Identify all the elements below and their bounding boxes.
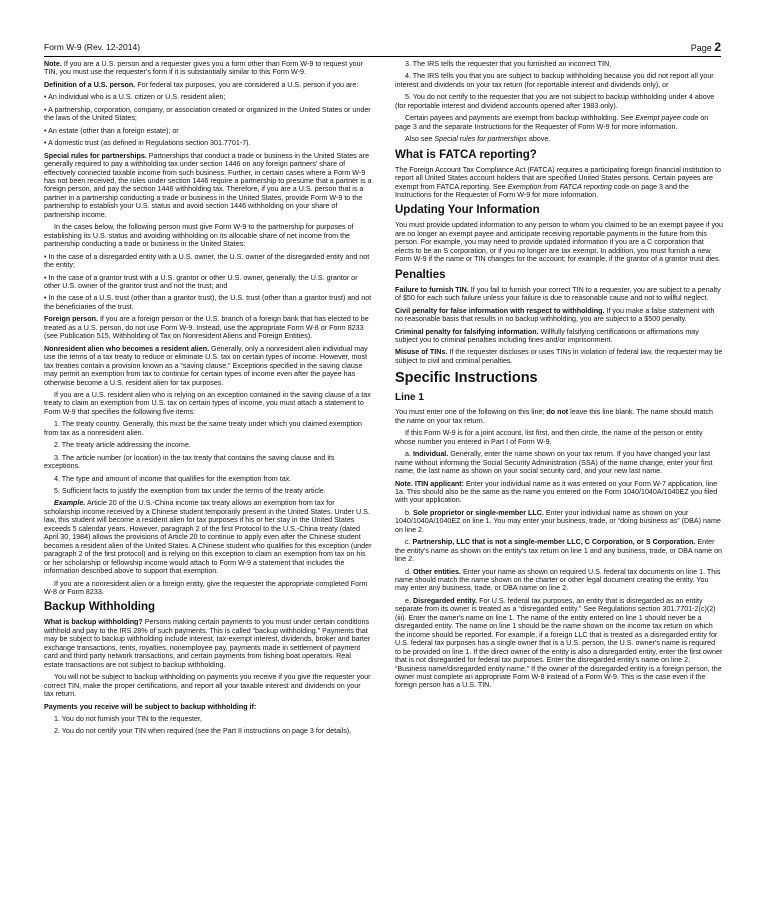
resident-alien-paragraph: If you are a U.S. resident alien who is relying on an exception contained in the saving clause of a tax treaty to claim an exemption from U.S. tax on certain types of income, you must attach a statement to Form W-9 that specifies the following five items:	[44, 390, 371, 416]
example-paragraph	[44, 499, 372, 575]
fatca-text-a: The Foreign Account Tax Compliance Act (FATCA) requires a participating foreign financial institution to report all United States account holders that are specified United States persons. Certain payees are exempt from FATCA reporting. See	[395, 165, 721, 191]
d-body: Enter your name as shown on required U.S. federal tax documents on line 1. This name should match the name shown on the charter or other legal document creating the entity. You may enter any business, trade, or DBA name on line 2.	[395, 567, 721, 593]
backup-withholding-paragraph	[44, 618, 372, 669]
us-person-bullet-4: • A domestic trust (as defined in Regulations section 301.7701-7).	[44, 139, 372, 147]
fatca-italic: Exemption from FATCA reporting code	[507, 182, 630, 191]
page-num: 2	[714, 40, 721, 54]
right-column	[395, 60, 723, 694]
nonresident-alien-paragraph	[44, 345, 372, 387]
bw-lead: What is backup withholding?	[44, 618, 143, 627]
itin-body: Enter your individual name as it was entered on your Form W-7 application, line 1a. This should also be the same as the name you entered on the Form 1040/1040A/1040EZ you filed with your application.	[395, 479, 718, 505]
left-column	[44, 60, 372, 740]
failure-tin-paragraph	[395, 286, 723, 303]
also-text-a: Also see	[405, 135, 435, 144]
payment-item-2: 2. You do not certify your TIN when required (see the Part II instructions on page 3 for details),	[54, 727, 352, 736]
ex-body: Article 20 of the U.S.-China income tax treaty allows an exemption from tax for scholarship income received by a Chinese student temporarily present in the United States. Under U.S. law, this student will become a resident alien for tax purposes if his or her stay in the United States exceeds 5 calendar years. However, paragraph 2 of the first Protocol to the U.S.-China treaty (dated April 30, 1984) allows the provisions of Article 20 to continue to apply even after the Chinese student becomes a resident alien of the United States. A Chinese student who qualifies for this exception (under paragraph 2 of the first protocol) and is relying on this exception to claim an exemption from tax on his or her scholarship or fellowship income would attach to Form W-9 a statement that includes the information described above to support that exemption.	[44, 499, 372, 576]
us-person-bullet-1: • An individual who is a U.S. citizen or U.S. resident alien;	[44, 93, 372, 101]
also-italic: Special rules for partnerships	[434, 135, 527, 144]
individual-paragraph	[395, 450, 723, 475]
line-1-heading: Line 1	[395, 392, 424, 404]
b-pre: b.	[405, 508, 413, 517]
l1-text-a: You must enter one of the following on this line;	[395, 408, 547, 417]
fp-lead: Foreign person.	[44, 315, 98, 324]
payment-item-4: 4. The IRS tells you that you are subject to backup withholding because you did not report all your interest and dividends on your tax return (for reportable interest and dividends only), or	[395, 72, 714, 89]
disregarded-entity-paragraph	[395, 597, 723, 690]
updating-heading: Updating Your Information	[395, 204, 540, 217]
joint-account-paragraph: If this Form W-9 is for a joint account, list first, and then circle, the name of the person or entity whose number you entered in Part I of Form W-9.	[395, 429, 703, 446]
certain-text-b: on page 3 and the separate Instructions for the Requester of Form W-9 for more information.	[395, 114, 709, 131]
case-bullet-3: • In the case of a U.S. trust (other than a grantor trust), the U.S. trust (other than a grantor trust) and not the beneficiaries of the trust.	[44, 294, 372, 311]
item-3: 3. The article number (or location) in the tax treaty that contains the saving clause and its exceptions.	[44, 453, 335, 471]
def-lead: Definition of a U.S. person.	[44, 80, 136, 89]
e-body: For U.S. federal tax purposes, an entity that is disregarded as an entity separate from its owner is treated as a “disregarded entity.” See Regulations section 301.7701-2(c)(2)(iii). Enter the owner's name on line 1. The name of the entity entered on line 1 should never be a disregarded entity. The name on line 1 should be the name shown on the income tax return on which the income should be reported. For example, if a foreign LLC that is treated as a disregarded entity for U.S. federal tax purposes has a single owner that is a U.S. person, the U.S. owner's name is required to be provided on line 1. If the direct owner of the entity is also a disregarded entity, enter the first owner that is not disregarded for federal tax purposes. Enter the disregarded entity's name on line 2, “Business name/disregarded entity name.” If the owner of the disregarded entity is a foreign person, the owner must complete an appropriate Form W-8 instead of a Form W-9. This is the case even if the foreign person has a U.S. TIN.	[395, 596, 723, 690]
other-entities-paragraph	[395, 568, 723, 593]
payments-lead: Payments you receive will be subject to backup withholding if:	[44, 702, 257, 711]
page-header	[44, 40, 721, 57]
form-label: Form W-9 (Rev. 12-2014)	[44, 42, 141, 52]
special-rules-paragraph	[44, 152, 372, 220]
misuse-tins-paragraph	[395, 348, 723, 365]
item-5: 5. Sufficient facts to justify the exemption from tax under the terms of the treaty article.	[54, 487, 326, 496]
certain-text-a: Certain payees and payments are exempt from backup withholding. See	[405, 114, 636, 123]
note-paragraph	[44, 60, 372, 77]
crim-body: Willfully falsifying certifications or affirmations may subject you to criminal penalties including fines and/or imprisonment.	[395, 327, 699, 344]
also-see-paragraph	[395, 135, 723, 143]
page-word: Page	[690, 43, 712, 53]
case-bullet-1: • In the case of a disregarded entity with a U.S. owner, the U.S. owner of the disregarded entity and not the entity;	[44, 253, 372, 270]
cases-paragraph: In the cases below, the following person must give Form W-9 to the partnership for purposes of establishing its U.S. status and avoiding withholding on its allocable share of net income from the partnership conducting a trade or business in the United States:	[44, 223, 354, 249]
criminal-penalty-paragraph	[395, 328, 723, 345]
note-body: If you are a U.S. person and a requester gives you a form other than Form W-9 to request your TIN, you must use the requester's form if it is substantially similar to this Form W-9.	[44, 60, 363, 77]
e-lead: Disregarded entity.	[412, 596, 478, 605]
backup-withholding-heading: Backup Withholding	[44, 601, 156, 614]
civil-penalty-paragraph	[395, 307, 723, 324]
e-pre: e.	[405, 596, 413, 605]
crim-lead: Criminal penalty for falsifying information.	[395, 327, 539, 336]
us-person-bullet-3: • An estate (other than a foreign estate); or	[44, 127, 372, 135]
foreign-person-paragraph	[44, 315, 372, 340]
payment-item-3: 3. The IRS tells the requester that you furnished an incorrect TIN,	[405, 60, 612, 68]
na-body: Generally, only a nonresident alien individual may use the terms of a tax treaty to reduce or eliminate U.S. tax on certain types of income. However, most tax treaties contain a provision known as a “saving clause.” Exceptions specified in the saving clause may permit an exemption from tax to continue for certain types of income even after the payee has otherwise become a U.S. resident alien for tax purposes.	[44, 344, 368, 387]
ex-lead: Example.	[54, 499, 86, 508]
item-1: 1. The treaty country. Generally, this must be the same treaty under which you claimed exemption from tax as a nonresident alien.	[44, 420, 362, 437]
specific-instructions-heading: Specific Instructions	[395, 370, 538, 387]
exempt-paragraph	[395, 114, 723, 131]
a-body: Generally, enter the name shown on your tax return. If you have changed your last name without informing the Social Security Administration (SSA) of the name change, enter your first name, the last name as shown on your social security card, and your new last name.	[395, 450, 713, 476]
definition-paragraph	[44, 81, 372, 89]
civ-lead: Civil penalty for false information with respect to withholding.	[395, 306, 605, 315]
l1-bold: do not	[546, 408, 569, 417]
bw-not-paragraph: You will not be subject to backup withholding on payments you receive if you give the requester your correct TIN, make the proper certifications, and report all your taxable interest and dividends on your tax return.	[44, 673, 371, 699]
c-pre: c.	[405, 538, 413, 547]
payment-item-1: 1. You do not furnish your TIN to the requester,	[54, 715, 202, 723]
case-bullet-2: • In the case of a grantor trust with a U.S. grantor or other U.S. owner, generally, the U.S. grantor or other U.S. owner of the grantor trust and not the trust; and	[44, 274, 372, 291]
nonresident-paragraph: If you are a nonresident alien or a foreign entity, give the requester the appropriate completed Form W-8 or Form 8233.	[44, 579, 368, 597]
d-pre: d.	[405, 567, 413, 576]
sole-proprietor-paragraph	[395, 509, 723, 534]
c-body: Enter the entity's name as shown on the entity's tax return on line 1 and any business, trade, or DBA name on line 2.	[395, 538, 723, 564]
fatca-paragraph	[395, 166, 723, 200]
note-lead: Note.	[44, 60, 62, 68]
us-person-bullet-2: • A partnership, corporation, company, or association created or organized in the United States or under the laws of the United States;	[44, 106, 372, 123]
c-lead: Partnership, LLC that is not a single-member LLC, C Corporation, or S Corporation.	[412, 538, 696, 547]
item-2: 2. The treaty article addressing the income.	[54, 441, 191, 450]
na-lead: Nonresident alien who becomes a resident alien.	[44, 344, 210, 353]
partnership-paragraph	[395, 538, 723, 563]
itin-lead: Note. ITIN applicant:	[395, 479, 465, 488]
sr-lead: Special rules for partnerships.	[44, 151, 147, 160]
civ-body: If you make a false statement with no reasonable basis that results in no backup withholding, you are subject to a $500 penalty.	[395, 306, 715, 324]
a-pre: a.	[405, 450, 413, 459]
updating-paragraph: You must provide updated information to any person to whom you claimed to be an exempt payee if you are no longer an exempt payee and anticipate receiving reportable payments in the future from this person. For example, you may need to provide updated information if you are a C corporation that elects to be an S corporation, or if you no longer are tax exempt. In addition, you must furnish a new Form W-9 if the name or TIN changes for the account; for example, if the grantor of a grantor trust dies.	[395, 221, 724, 264]
bw-body: Persons making certain payments to you must under certain conditions withhold and pay to the IRS 28% of such payments. This is called “backup withholding.” Payments that may be subject to backup withholding include interest, tax-exempt interest, dividends, broker and barter exchange transactions, rents, royalties, nonemployee pay, payments made in settlement of payment card and third party network transactions, and certain payments from fishing boat operators. Real estate transactions are not subject to backup withholding.	[44, 618, 371, 669]
penalties-heading: Penalties	[395, 268, 446, 281]
fp-body: If you are a foreign person or the U.S. branch of a foreign bank that has elected to be treated as a U.S. person, do not use Form W-9. Instead, use the appropriate Form W-8 or Form 8233 (see Publication 515, Withholding of Tax on Nonresident Aliens and Foreign Entities).	[44, 315, 369, 341]
mis-lead: Misuse of TINs.	[395, 348, 448, 357]
payment-item-5: 5. You do not certify to the requester that you are not subject to backup withholding under 4 above (for reportable interest and dividend accounts opened after 1983 only).	[395, 93, 715, 110]
a-lead: Individual.	[412, 450, 449, 459]
b-body: Enter your individual name as shown on your 1040/1040A/1040EZ on line 1. You may enter your business, trade, or “doing business as” (DBA) name on line 2.	[395, 508, 721, 534]
sr-body: Partnerships that conduct a trade or business in the United States are generally required to pay a withholding tax under section 1446 on any foreign partners' share of effectively connected taxable income from such business. Further, in certain cases where a Form W-9 has not been received, the rules under section 1446 require a partnership to presume that a partner is a foreign person, and pay the section 1446 withholding tax. Therefore, if you are a U.S. person that is a partner in a partnership conducting a trade or business in the United States, provide Form W-9 to the partnership to establish your U.S. status and avoid section 1446 withholding on your share of partnership income.	[44, 151, 372, 219]
line-1-paragraph	[395, 408, 723, 425]
fatca-heading: What is FATCA reporting?	[395, 148, 537, 161]
ftin-body: If you fail to furnish your correct TIN to a requester, you are subject to a penalty of $50 for each such failure unless your failure is due to reasonable cause and not to willful neglect.	[395, 285, 721, 303]
mis-body: If the requester discloses or uses TINs in violation of federal law, the requester may be subject to civil and criminal penalties.	[395, 348, 723, 365]
fatca-text-b: on page 3 and the Instructions for the Requester of Form W-9 for more information.	[395, 182, 689, 199]
itin-paragraph	[395, 480, 723, 505]
def-body: For federal tax purposes, you are considered a U.S. person if you are:	[135, 80, 359, 89]
page-number	[691, 40, 721, 54]
ftin-lead: Failure to furnish TIN.	[395, 285, 469, 294]
certain-italic: Exempt payee code	[635, 114, 699, 123]
item-4: 4. The type and amount of income that qualifies for the exemption from tax.	[54, 474, 292, 483]
d-lead: Other entities.	[412, 567, 461, 576]
l1-text-c: leave this line blank. The name should match the name on your tax return.	[395, 408, 713, 425]
also-text-b: above.	[526, 135, 551, 144]
b-lead: Sole proprietor or single-member LLC.	[412, 508, 544, 517]
